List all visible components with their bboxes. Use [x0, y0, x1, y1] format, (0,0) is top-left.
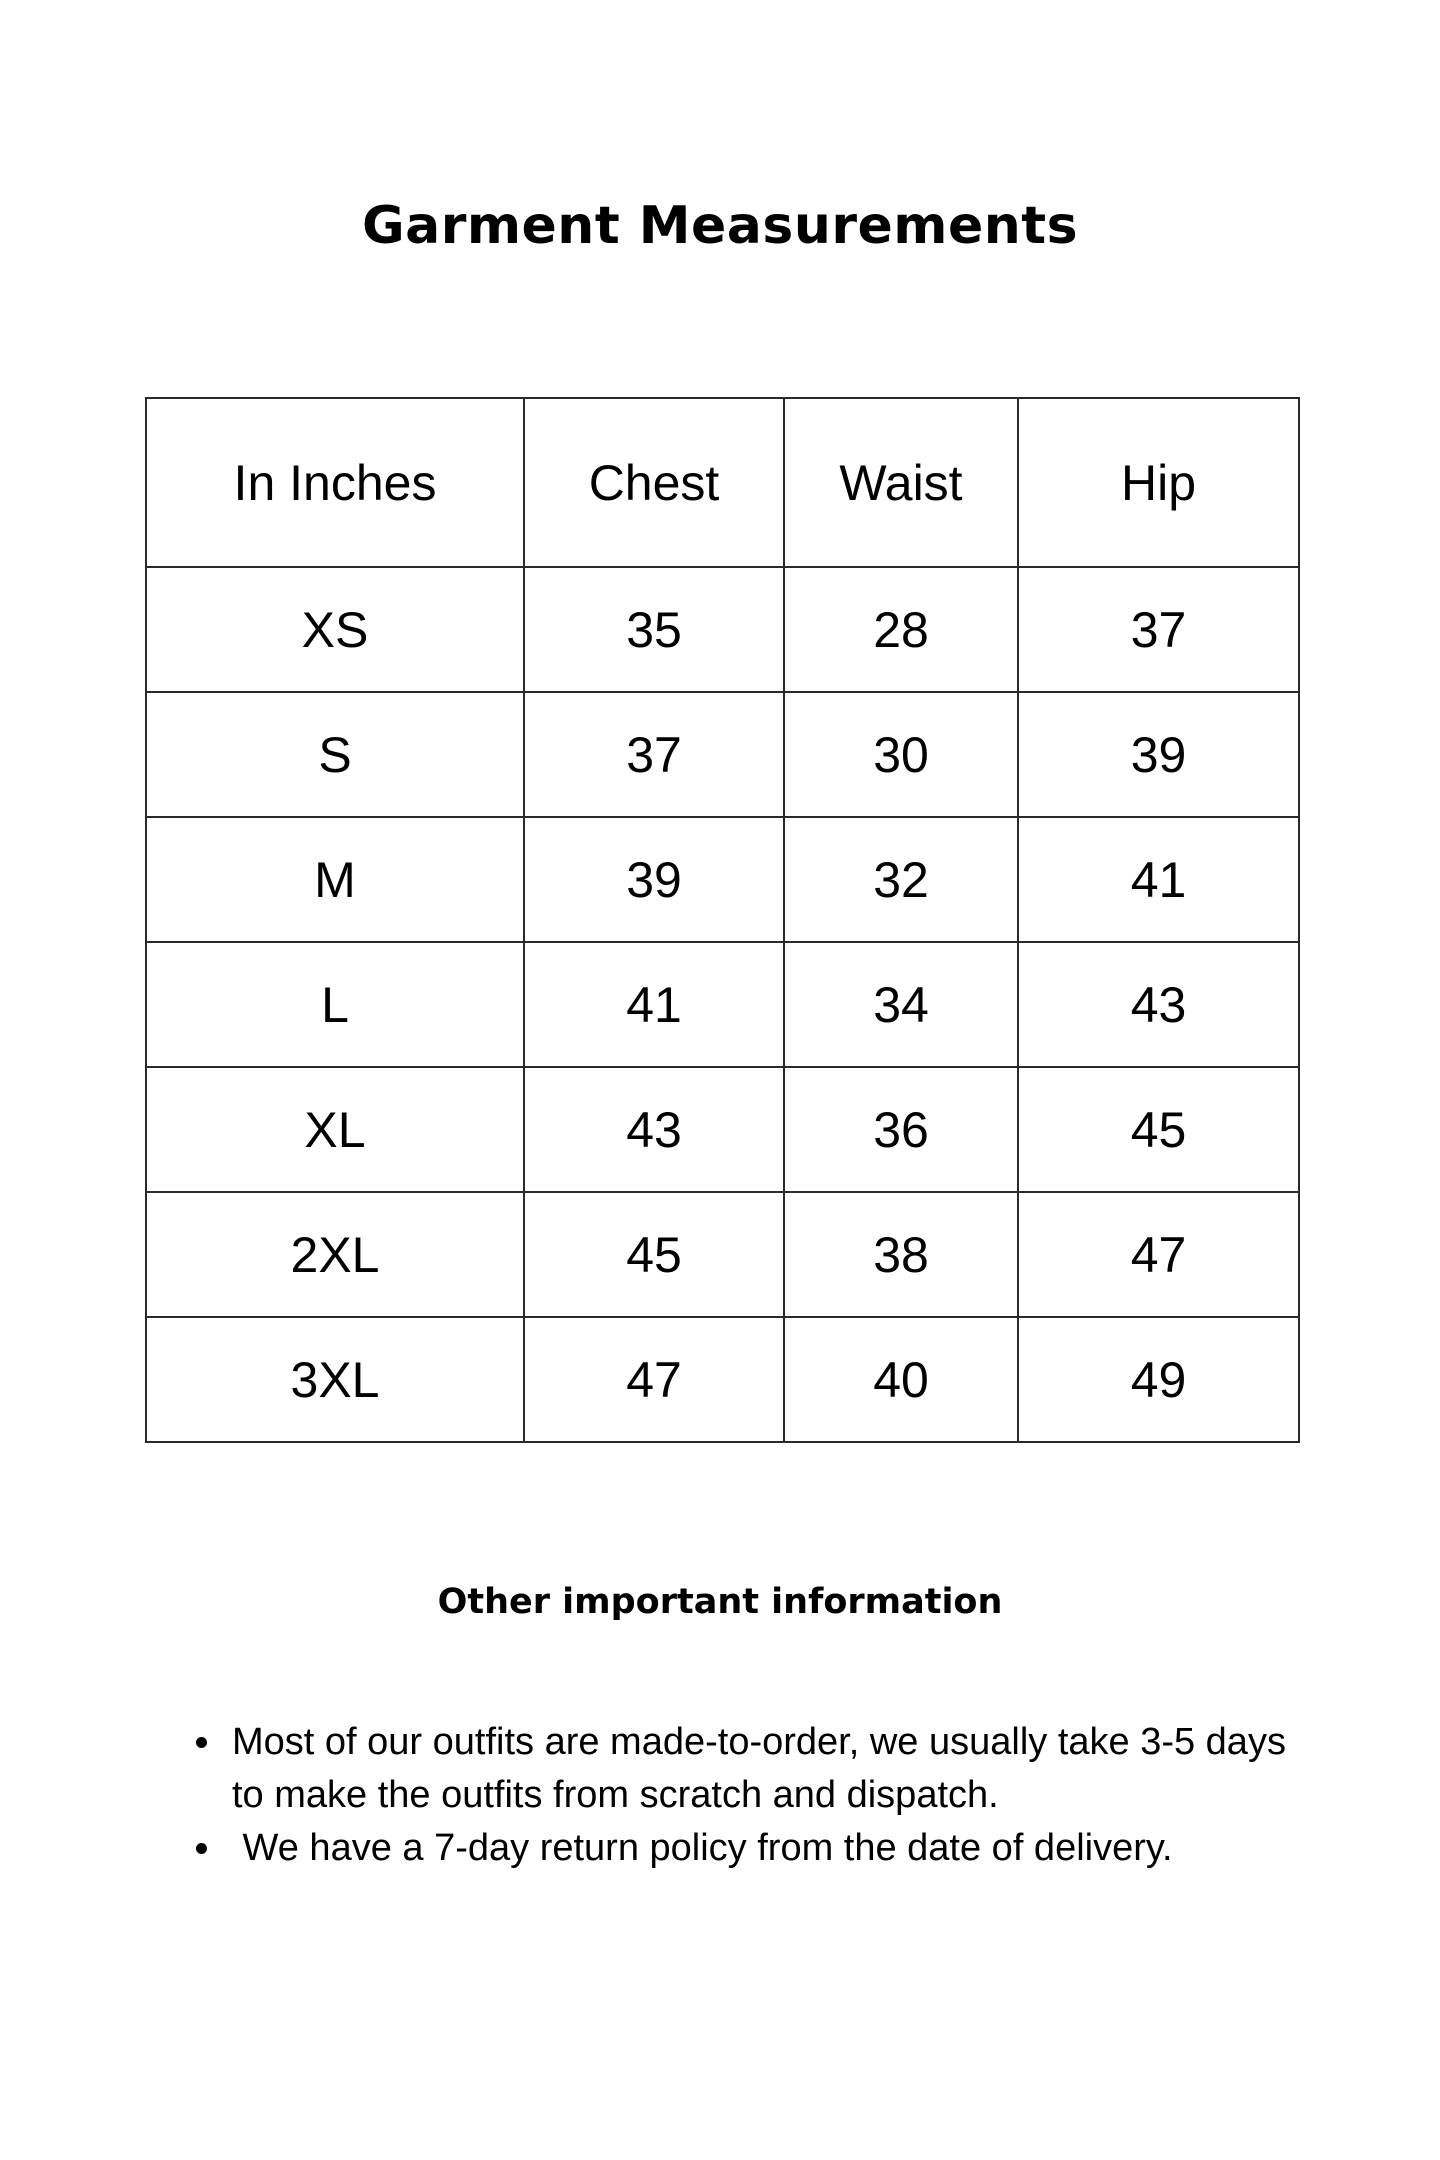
list-item [190, 1822, 1310, 1875]
table-row [146, 567, 1299, 692]
size-cell: 3XL [146, 1317, 524, 1442]
info-heading: Other important information [437, 1582, 1003, 1622]
waist-cell: 40 [784, 1317, 1018, 1442]
list-item [190, 1716, 1310, 1822]
hip-cell: 47 [1018, 1192, 1299, 1317]
chest-cell: 43 [524, 1067, 784, 1192]
table-row [146, 1192, 1299, 1317]
bullet-dot-icon [196, 1737, 207, 1748]
waist-cell: 30 [784, 692, 1018, 817]
table-row [146, 942, 1299, 1067]
info-list [190, 1716, 1310, 1875]
header-cell-waist: Waist [784, 398, 1018, 567]
size-cell: XS [146, 567, 524, 692]
chest-cell: 41 [524, 942, 784, 1067]
hip-cell: 49 [1018, 1317, 1299, 1442]
hip-cell: 41 [1018, 817, 1299, 942]
table-row [146, 692, 1299, 817]
size-chart-table [145, 397, 1300, 1443]
size-cell: S [146, 692, 524, 817]
waist-cell: 34 [784, 942, 1018, 1067]
list-item-text: We have a 7-day return policy from the date of delivery. [232, 1827, 1173, 1869]
waist-cell: 38 [784, 1192, 1018, 1317]
hip-cell: 45 [1018, 1067, 1299, 1192]
waist-cell: 32 [784, 817, 1018, 942]
bullet-dot-icon [196, 1843, 207, 1854]
hip-cell: 43 [1018, 942, 1299, 1067]
hip-cell: 39 [1018, 692, 1299, 817]
waist-cell: 28 [784, 567, 1018, 692]
table-row [146, 1067, 1299, 1192]
chest-cell: 39 [524, 817, 784, 942]
chest-cell: 35 [524, 567, 784, 692]
chest-cell: 47 [524, 1317, 784, 1442]
size-cell: M [146, 817, 524, 942]
size-cell: XL [146, 1067, 524, 1192]
header-cell-hip: Hip [1018, 398, 1299, 567]
header-cell-chest: Chest [524, 398, 784, 567]
page-title: Garment Measurements [361, 196, 1079, 256]
hip-cell: 37 [1018, 567, 1299, 692]
waist-cell: 36 [784, 1067, 1018, 1192]
list-item-text: Most of our outfits are made-to-order, we usually take 3-5 days to make the outfits from scratch and dispatch. [232, 1721, 1286, 1816]
header-cell-size: In Inches [146, 398, 524, 567]
chest-cell: 37 [524, 692, 784, 817]
table-header-row [146, 398, 1299, 567]
table-row [146, 817, 1299, 942]
chest-cell: 45 [524, 1192, 784, 1317]
size-cell: L [146, 942, 524, 1067]
size-cell: 2XL [146, 1192, 524, 1317]
table-row [146, 1317, 1299, 1442]
